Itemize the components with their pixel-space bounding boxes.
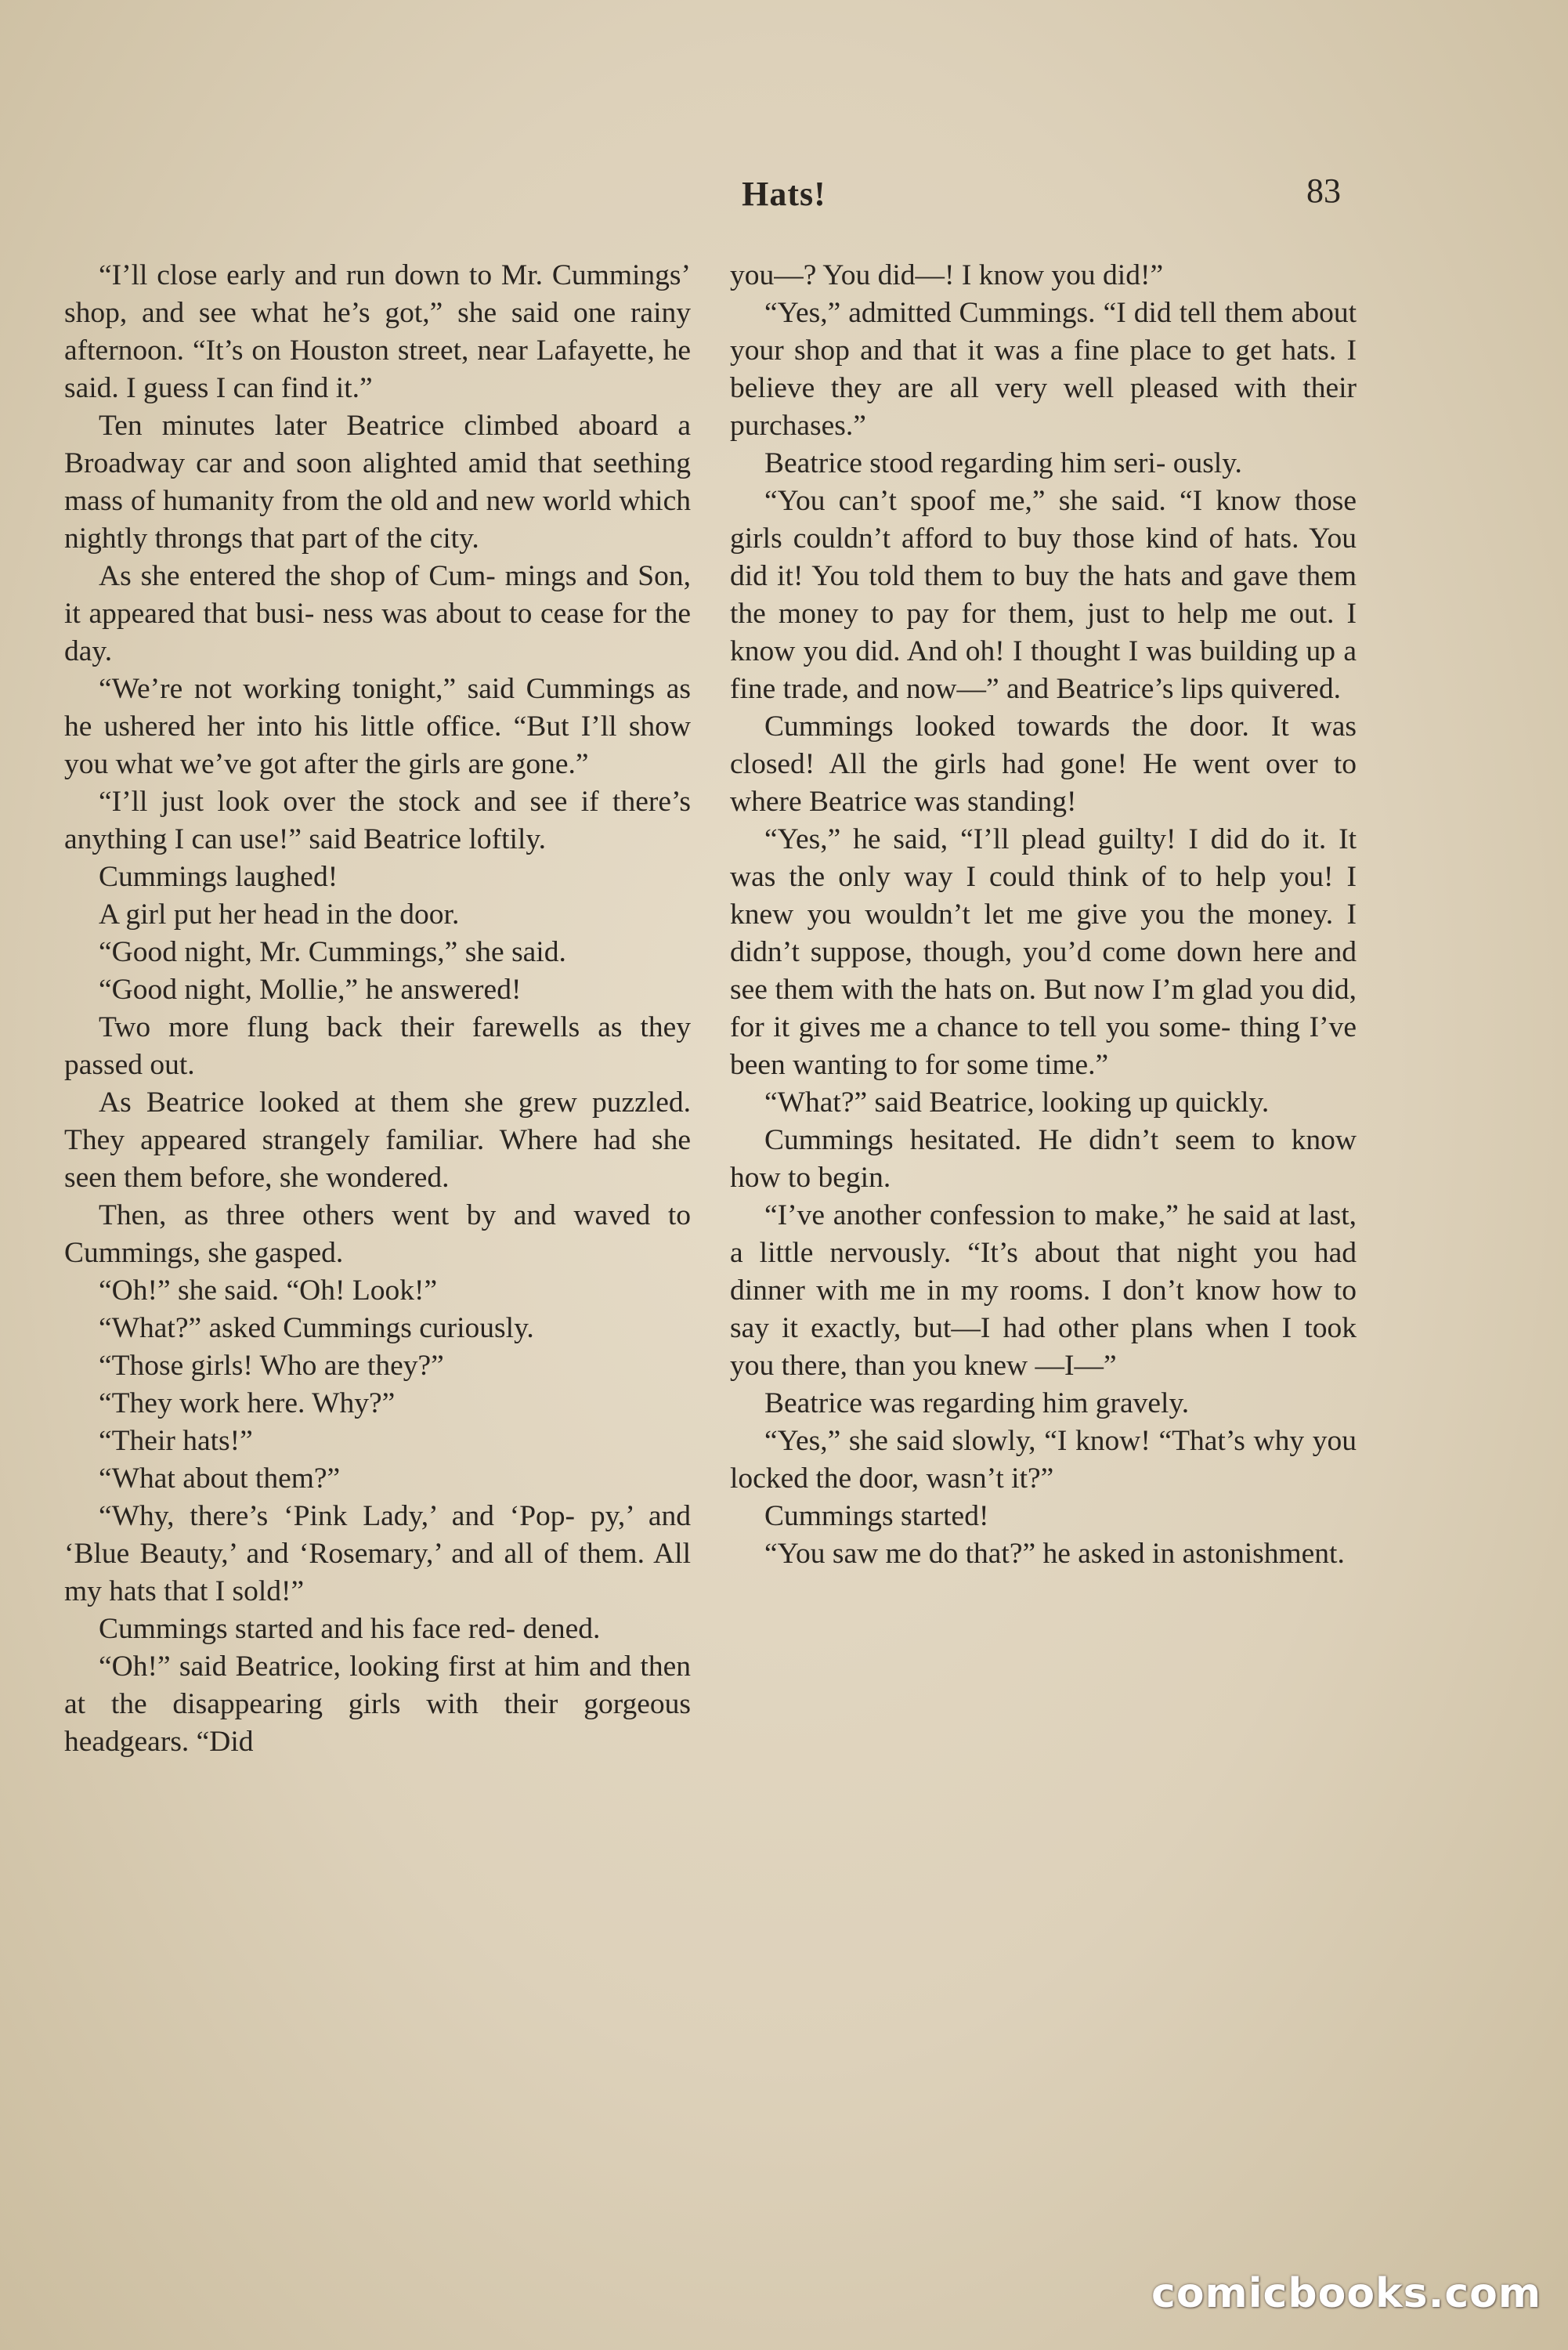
- paragraph: “They work here. Why?”: [99, 1387, 396, 1419]
- paragraph: “What?” said Beatrice, looking up quickly.: [764, 1086, 1270, 1119]
- paragraph: “Yes,” admitted Cummings. “I did tell them about your shop and that it was a fine place to get hats. I believe they are all very well pleased with their purchases.”: [730, 297, 1357, 442]
- paragraph: “Why, there’s ‘Pink Lady,’ and ‘Pop- py,’ and ‘Blue Beauty,’ and ‘Rosemary,’ and all of them. All my hats that I sold!”: [64, 1500, 691, 1607]
- paragraph: Two more flung back their farewells as they passed out.: [64, 1011, 691, 1081]
- paragraph: As she entered the shop of Cum- mings and Son, it appeared that busi- ness was about to cease for the day.: [64, 560, 691, 667]
- paragraph: Ten minutes later Beatrice climbed aboard a Broadway car and soon alighted amid that seething mass of humanity from the old and new world which nightly throngs that part of the city.: [64, 410, 691, 555]
- paragraph: “Yes,” she said slowly, “I know! “That’s why you locked the door, wasn’t it?”: [730, 1425, 1357, 1495]
- paragraph: “What?” asked Cummings curiously.: [99, 1312, 534, 1344]
- paragraph: “I’ve another confession to make,” he said at last, a little nervously. “It’s about that night you had dinner with me in my rooms. I don’t know how to say it exactly, but—I had other plans when I took you there, than you knew —I—”: [730, 1199, 1357, 1382]
- paragraph: Beatrice stood regarding him seri- ously.: [764, 447, 1242, 479]
- paragraph: “I’ll just look over the stock and see if there’s anything I can use!” said Beatrice loftily.: [64, 786, 691, 855]
- paragraph: Beatrice was regarding him gravely.: [764, 1387, 1190, 1419]
- paragraph: you—? You did—! I know you did!”: [730, 259, 1164, 291]
- paragraph: “You saw me do that?” he asked in astonishment.: [764, 1538, 1345, 1570]
- paragraph: “Their hats!”: [99, 1425, 253, 1457]
- page-number: 83: [1306, 172, 1341, 210]
- paragraph: Cummings laughed!: [99, 861, 338, 893]
- running-title: Hats!: [742, 175, 826, 213]
- paragraph: “You can’t spoof me,” she said. “I know those girls couldn’t afford to buy those kind of hats. You did it! You told them to buy the hats and gave them the money to pay for them, just to help me out. I know you did. And oh! I thought I was building up a fine trade, and now—” and Beatrice’s lips quivered.: [730, 485, 1357, 705]
- paragraph: A girl put her head in the door.: [99, 898, 460, 931]
- paragraph: Then, as three others went by and waved to Cummings, she gasped.: [64, 1199, 691, 1269]
- paragraph: “Yes,” he said, “I’ll plead guilty! I did do it. It was the only way I could think of to help you! I knew you wouldn’t let me give you the money. I didn’t suppose, though, you’d come down here and see them with the hats on. But now I’m glad you did, for it gives me a chance to tell you some- thing I’ve been wanting to for some time.”: [730, 823, 1357, 1081]
- paragraph: Cummings hesitated. He didn’t seem to know how to begin.: [730, 1124, 1357, 1194]
- watermark-logo: comicbooks.com: [1151, 2270, 1542, 2317]
- paragraph: “Good night, Mr. Cummings,” she said.: [99, 936, 566, 968]
- paragraph: “Oh!” said Beatrice, looking first at him and then at the disappearing girls with their gorgeous headgears. “Did: [64, 1650, 691, 1758]
- paragraph: Cummings looked towards the door. It was closed! All the girls had gone! He went over to where Beatrice was standing!: [730, 710, 1357, 818]
- paragraph: Cummings started and his face red- dened.: [99, 1613, 601, 1645]
- right-column: [730, 257, 1357, 1573]
- paragraph: Cummings started!: [764, 1500, 989, 1532]
- paragraph: “Oh!” she said. “Oh! Look!”: [99, 1274, 438, 1307]
- left-column: [64, 257, 691, 1761]
- paragraph: “What about them?”: [99, 1462, 341, 1495]
- paragraph: “We’re not working tonight,” said Cummings as he ushered her into his little office. “But I’ll show you what we’ve got after the girls are gone.”: [64, 673, 691, 780]
- paragraph: As Beatrice looked at them she grew puzzled. They appeared strangely familiar. Where had she seen them before, she wondered.: [64, 1086, 691, 1194]
- paragraph: “Those girls! Who are they?”: [99, 1350, 444, 1382]
- paragraph: “I’ll close early and run down to Mr. Cummings’ shop, and see what he’s got,” she said one rainy afternoon. “It’s on Houston street, near Lafayette, he said. I guess I can find it.”: [64, 259, 691, 404]
- paragraph: “Good night, Mollie,” he answered!: [99, 974, 522, 1006]
